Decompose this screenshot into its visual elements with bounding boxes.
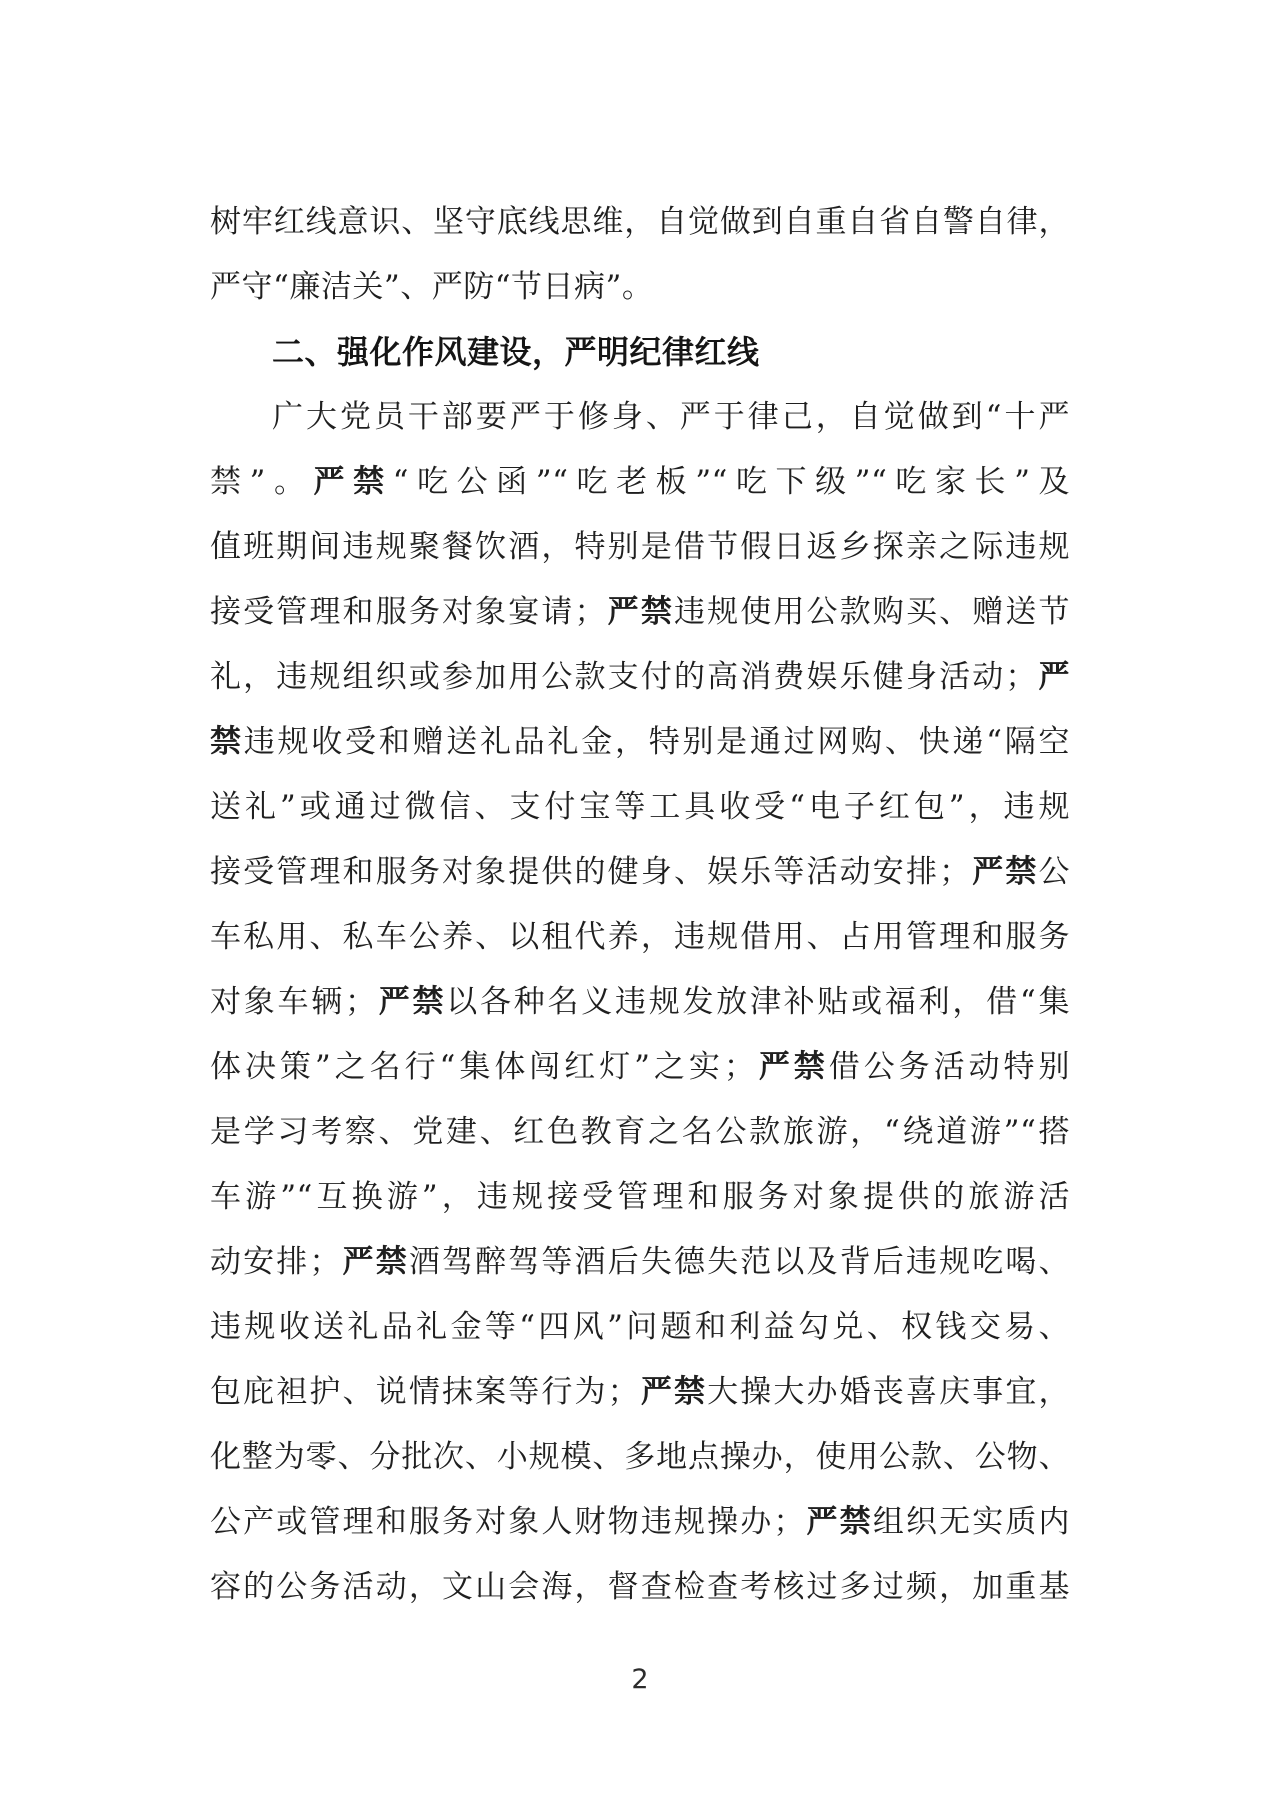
body-text: 动安排； [210,1244,341,1280]
body-text: 公 [1038,854,1070,890]
text-line [210,450,1070,515]
body-text: 广大党员干部要严于修身、严于律己，自觉做到“十严 [272,399,1070,435]
text-line [210,840,1070,905]
body-text: 是学习考察、党建、红色教育之名公款旅游，“绕道游”“搭 [210,1114,1070,1150]
text-line [210,1295,1070,1360]
body-text: 接受管理和服务对象提供的健身、娱乐等活动安排； [210,854,971,890]
emphasis-text: 严禁 [639,1374,708,1410]
body-text: 违规使用公款购买、赠送节 [673,594,1070,630]
emphasis-text: 严禁 [313,464,393,500]
body-text: 大操大办婚丧喜庆事宜， [707,1374,1070,1410]
page-number: 2 [631,1664,649,1695]
emphasis-text: 严禁 [804,1504,873,1540]
body-text: 酒驾醉驾等酒后失德失范以及背后违规吃喝、 [408,1244,1070,1280]
text-line [210,970,1070,1035]
text-line [210,645,1070,710]
body-text: 车游”“互换游”，违规接受管理和服务对象提供的旅游活 [210,1179,1070,1215]
emphasis-text: 严禁 [755,1049,829,1085]
body-text: 值班期间违规聚餐饮酒，特别是借节假日返乡探亲之际违规 [210,529,1070,565]
body-text: 违规收受和赠送礼品礼金，特别是通过网购、快递“隔空 [243,724,1070,760]
body-text: 容的公务活动，文山会海，督查检查考核过多过频，加重基 [210,1569,1070,1605]
emphasis-text: 禁 [210,724,244,760]
text-line [210,775,1070,840]
body-text: 送礼”或通过微信、支付宝等工具收受“电子红包”，违规 [210,789,1070,825]
emphasis-text: 严禁 [340,1244,409,1280]
body-text: 化整为零、分批次、小规模、多地点操办，使用公款、公物、 [210,1439,1070,1475]
body-text: 接受管理和服务对象宴请； [210,594,607,630]
section-heading [210,320,1070,385]
body-text: 体决策”之名行“集体闯红灯”之实； [210,1049,756,1085]
text-line [210,255,1070,320]
body-text: 以各种名义违规发放津补贴或福利，借“集 [446,984,1070,1020]
text-line [210,1555,1070,1620]
body-text: 违规收送礼品礼金等“四风”问题和利益勾兑、权钱交易、 [210,1309,1070,1345]
text-line [210,710,1070,775]
text-line [210,1165,1070,1230]
body-text: 借公务活动特别 [828,1049,1070,1085]
emphasis-text: 严禁 [970,854,1039,890]
body-text: 禁”。 [210,464,314,500]
emphasis-text: 严禁 [606,594,674,630]
emphasis-text: 严 [1036,659,1070,695]
body-text: “吃公函”“吃老板”“吃下级”“吃家长”及 [392,464,1070,500]
text-line [210,1100,1070,1165]
document-body [210,190,1070,1620]
text-line [210,515,1070,580]
text-line [210,580,1070,645]
text-line [210,1490,1070,1555]
body-text: 车私用、私车公养、以租代养，违规借用、占用管理和服务 [210,919,1070,955]
emphasis-text: 二、强化作风建设，严明纪律红线 [272,333,760,371]
text-line [210,385,1070,450]
body-text: 对象车辆； [210,984,377,1020]
text-line [210,1035,1070,1100]
text-line [210,1360,1070,1425]
text-line [210,190,1070,255]
body-text: 礼，违规组织或参加用公款支付的高消费娱乐健身活动； [210,659,1037,695]
body-text: 严守“廉洁关”、严防“节日病”。 [210,269,654,305]
body-text: 公产或管理和服务对象人财物违规操办； [210,1504,805,1540]
body-text: 包庇袒护、说情抹案等行为； [210,1374,640,1410]
text-line [210,1230,1070,1295]
text-line [210,905,1070,970]
text-line [210,1425,1070,1490]
emphasis-text: 严禁 [376,984,447,1020]
body-text: 组织无实质内 [872,1504,1070,1540]
body-text: 树牢红线意识、坚守底线思维，自觉做到自重自省自警自律， [210,204,1070,240]
